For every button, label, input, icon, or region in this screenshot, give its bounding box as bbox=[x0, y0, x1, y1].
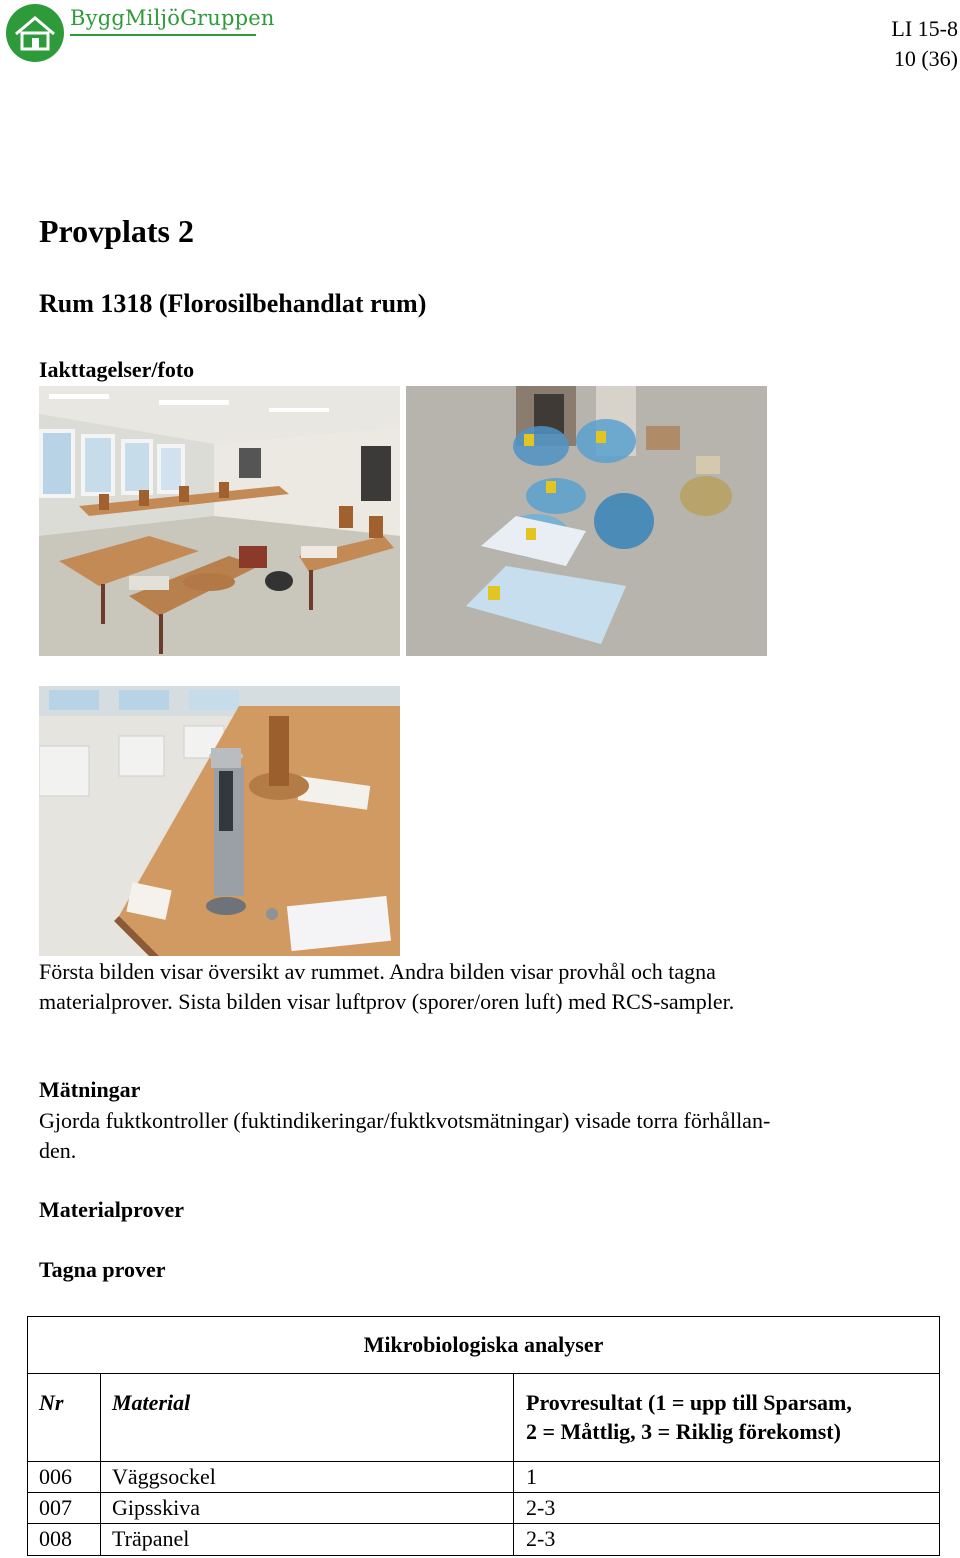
table-row-material: Gipsskiva bbox=[112, 1495, 200, 1520]
sample-bags-photo bbox=[406, 386, 767, 656]
caption-line: materialprover. Sista bilden visar luftprov (sporer/oren luft) med RCS-sampler. bbox=[39, 989, 735, 1014]
table-row-result: 2-3 bbox=[526, 1495, 556, 1520]
caption-line: Första bilden visar översikt av rummet. Andra bilden visar provhål och tagna bbox=[39, 959, 716, 984]
table-rule bbox=[27, 1373, 940, 1374]
table-row-result: 1 bbox=[526, 1464, 537, 1489]
page-number: 10 (36) bbox=[893, 46, 958, 71]
section-title: Provplats 2 bbox=[39, 213, 194, 249]
table-border-top bbox=[27, 1316, 940, 1317]
document-reference bbox=[891, 14, 958, 74]
samples-taken-heading: Tagna prover bbox=[39, 1257, 166, 1282]
measurements-heading: Mätningar bbox=[39, 1077, 141, 1102]
house-logo-icon bbox=[4, 2, 68, 62]
table-column-divider bbox=[513, 1373, 514, 1556]
column-header-result bbox=[526, 1388, 852, 1446]
room-heading: Rum 1318 (Florosilbehandlat rum) bbox=[39, 289, 427, 318]
logo-underline bbox=[70, 34, 256, 36]
column-header-nr: Nr bbox=[39, 1390, 64, 1415]
measurements-line: Gjorda fuktkontroller (fuktindikeringar/fuktkvotsmätningar) visade torra förhållan- bbox=[39, 1108, 771, 1133]
column-header-result-line: Provresultat (1 = upp till Sparsam, bbox=[526, 1390, 852, 1415]
material-samples-heading: Materialprover bbox=[39, 1197, 184, 1222]
document-id: LI 15-8 bbox=[891, 16, 958, 41]
table-row-material: Väggsockel bbox=[112, 1464, 216, 1489]
table-row-nr: 006 bbox=[39, 1464, 72, 1489]
table-row-result: 2-3 bbox=[526, 1526, 556, 1551]
classroom-overview-photo bbox=[39, 386, 400, 656]
table-column-divider bbox=[100, 1373, 101, 1556]
analysis-table bbox=[27, 1316, 940, 1556]
measurements-text bbox=[39, 1106, 919, 1166]
table-row-nr: 007 bbox=[39, 1495, 72, 1520]
rcs-sampler-photo bbox=[39, 686, 400, 956]
table-row-material: Träpanel bbox=[112, 1526, 190, 1551]
observations-heading: Iakttagelser/foto bbox=[39, 357, 195, 382]
column-header-material: Material bbox=[112, 1390, 191, 1415]
table-row-nr: 008 bbox=[39, 1526, 72, 1551]
photo-caption bbox=[39, 957, 919, 1017]
column-header-result-line: 2 = Måttlig, 3 = Riklig förekomst) bbox=[526, 1419, 841, 1444]
logo-wordmark: ByggMiljöGruppen bbox=[70, 6, 275, 30]
measurements-line: den. bbox=[39, 1138, 77, 1163]
table-border-bottom bbox=[27, 1555, 940, 1556]
table-caption: Mikrobiologiska analyser bbox=[363, 1332, 604, 1357]
